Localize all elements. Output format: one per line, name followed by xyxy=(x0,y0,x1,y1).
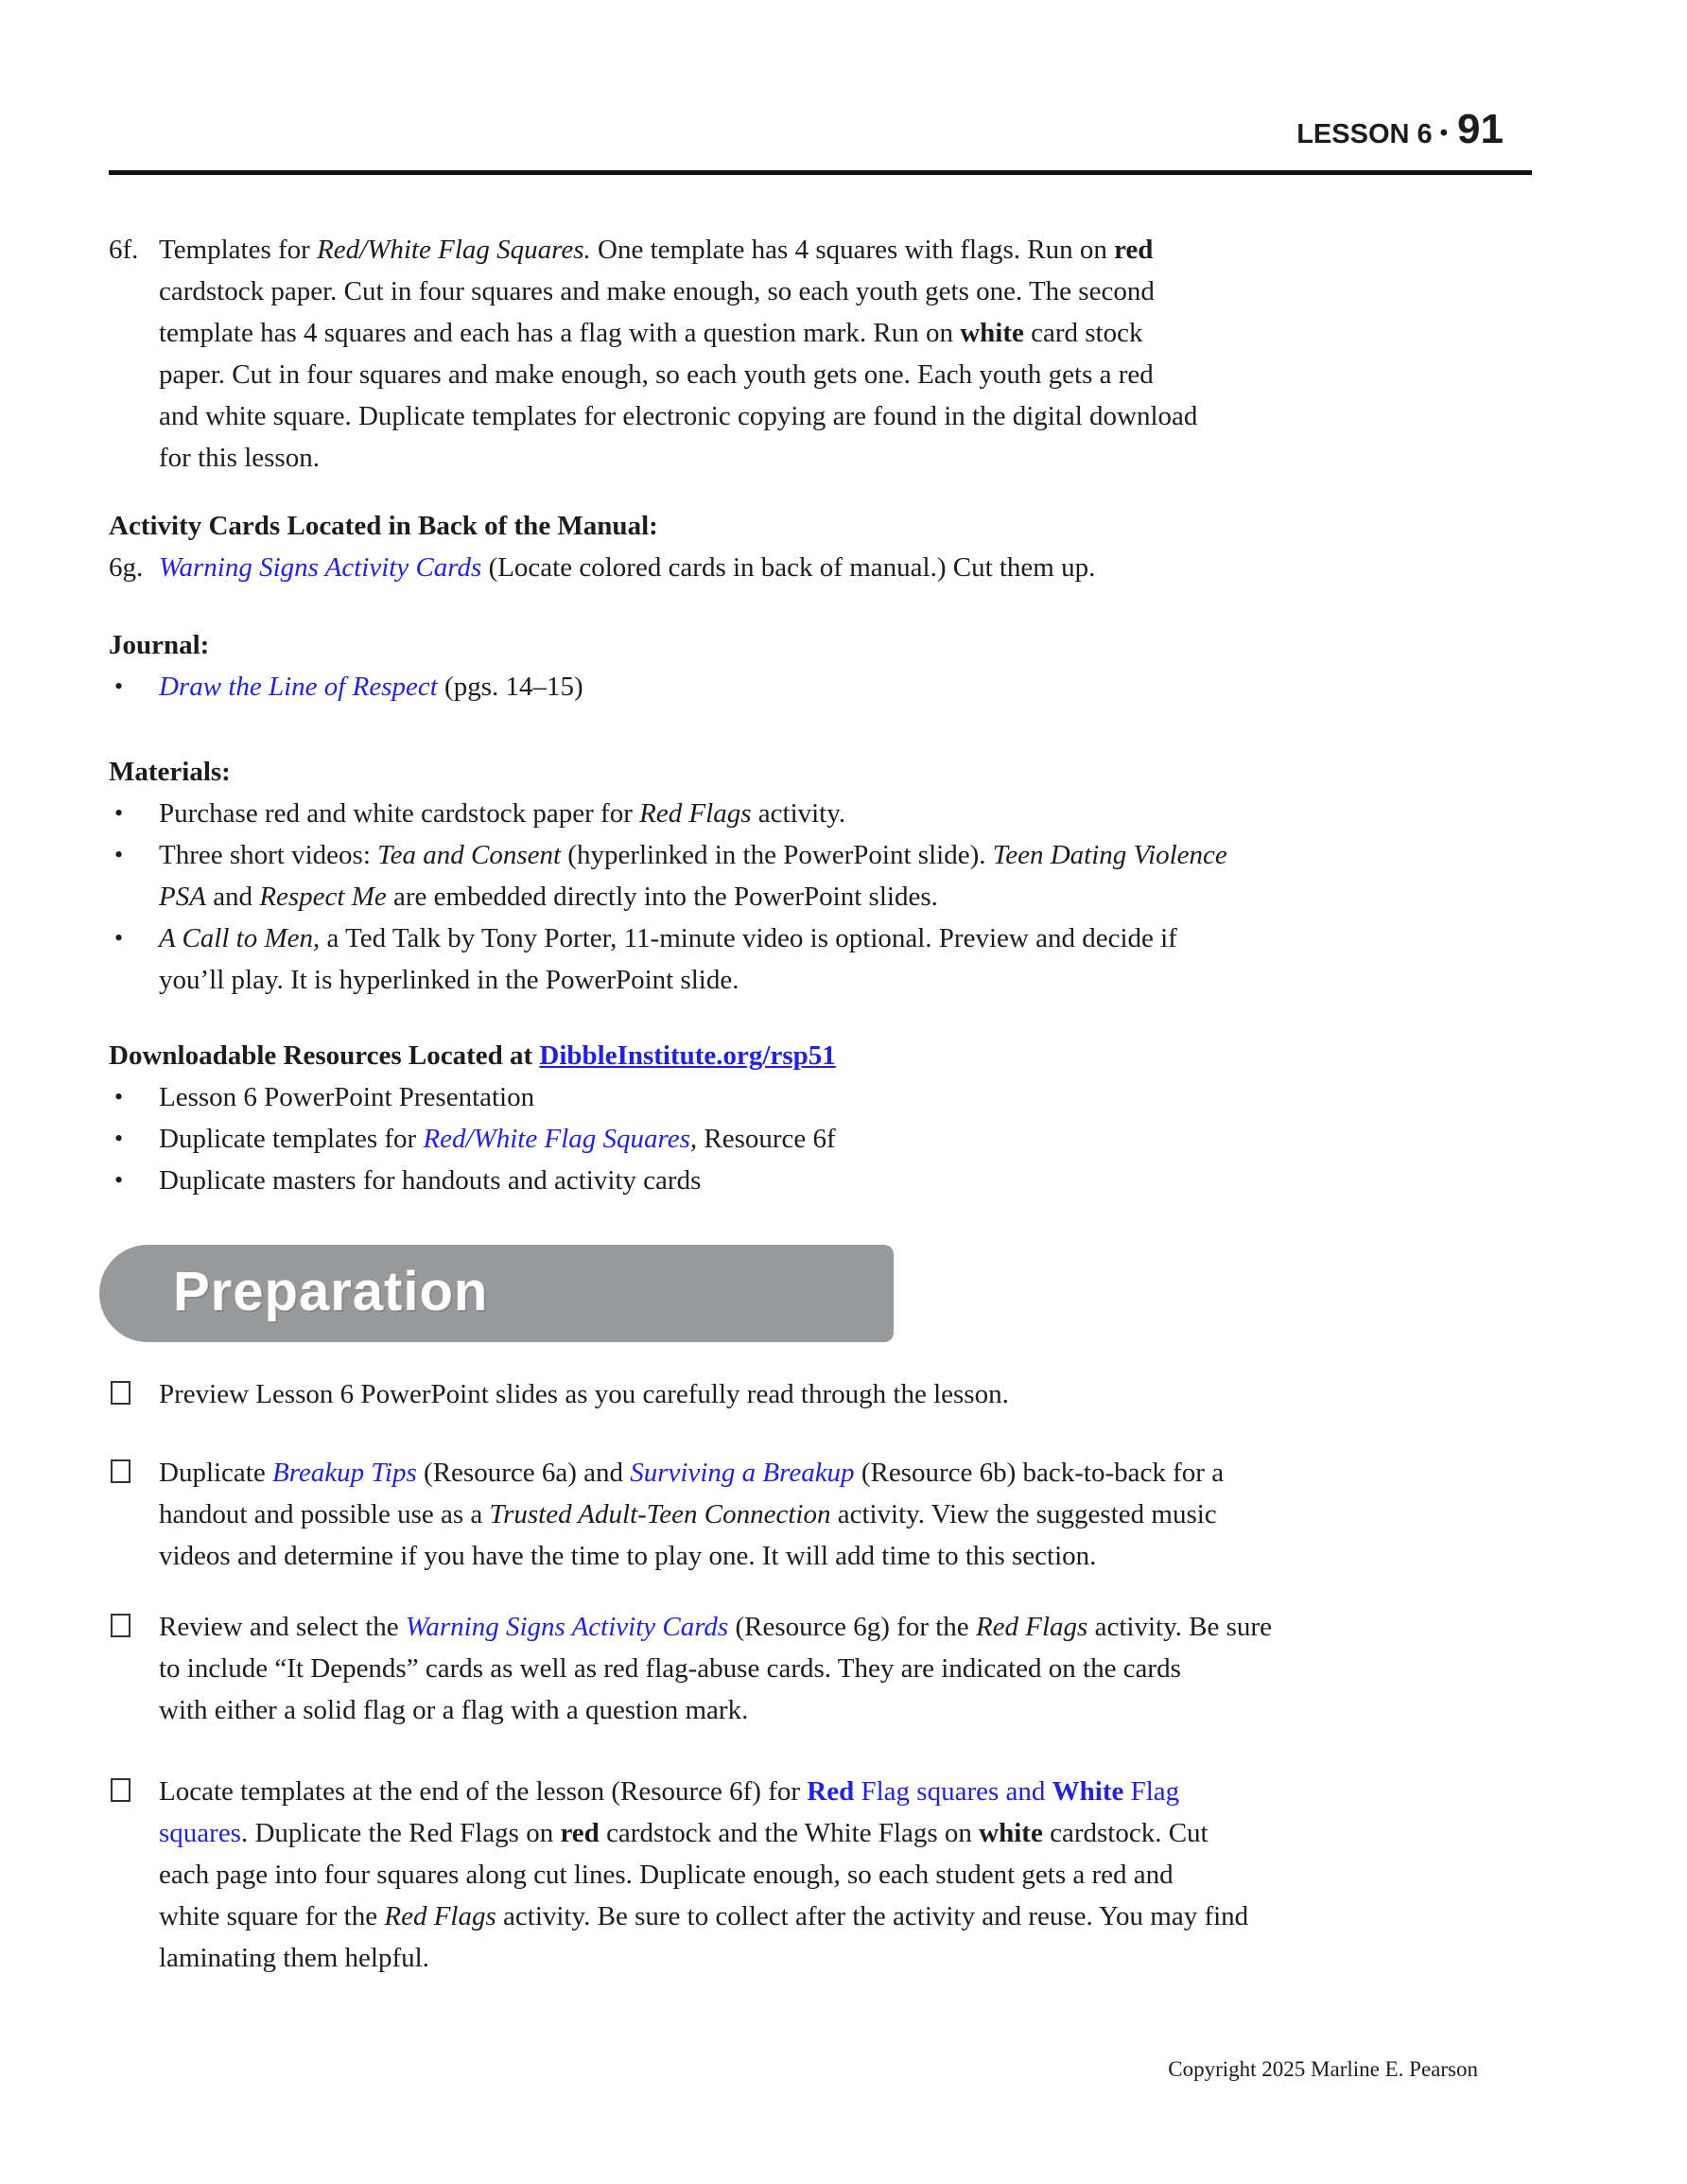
link-text[interactable]: Draw the Line of Respect xyxy=(159,672,438,702)
text-segment: Red Flags xyxy=(639,798,752,829)
link-text[interactable]: Flag xyxy=(1123,1776,1180,1807)
checkbox-icon[interactable] xyxy=(111,1614,130,1637)
materials-bullet-text xyxy=(159,834,1570,917)
text-segment: red xyxy=(1114,235,1154,265)
checkbox-icon[interactable] xyxy=(111,1778,130,1802)
text-segment: cardstock and the White Flags on xyxy=(599,1818,980,1848)
text-segment: activity. Be sure xyxy=(1087,1612,1272,1642)
page-number: 91 xyxy=(1457,106,1504,152)
text-segment: card stock xyxy=(1023,318,1143,348)
link-text[interactable]: Flag squares and xyxy=(854,1776,1052,1807)
text-segment: (Resource 6g) for the xyxy=(728,1612,976,1642)
link-text[interactable]: Breakup Tips xyxy=(271,1458,417,1488)
downloads-bullet-text xyxy=(159,1076,1570,1118)
section-heading-materials: Materials: xyxy=(109,757,231,787)
item-label-6f: 6f. xyxy=(109,235,139,265)
text-segment: One template has 4 squares with flags. Run on xyxy=(590,235,1115,265)
downloads-bullet-text xyxy=(159,1160,1570,1201)
downloads-list xyxy=(109,1076,1570,1201)
checkbox-icon[interactable] xyxy=(111,1381,130,1405)
text-segment: laminating them helpful. xyxy=(159,1943,429,1973)
separator-dot-icon: • xyxy=(1439,120,1449,146)
link-text[interactable]: squares xyxy=(159,1818,241,1848)
checkbox-icon[interactable] xyxy=(111,1459,130,1483)
text-segment: to include “It Depends” cards as well as red flag-abuse cards. They are indicated on the cards xyxy=(159,1653,1181,1684)
section-title-preparation: Preparation xyxy=(173,1261,489,1322)
text-segment: Purchase red and white cardstock paper for xyxy=(159,798,640,829)
link-text[interactable]: Warning Signs Activity Cards xyxy=(159,552,482,583)
text-segment: Duplicate xyxy=(159,1458,272,1488)
materials-bullet-text xyxy=(159,917,1570,1001)
downloads-bullet-item xyxy=(109,1160,1570,1201)
link-text[interactable]: White xyxy=(1052,1776,1124,1807)
checklist-item xyxy=(109,1606,1570,1731)
text-segment: Red Flags xyxy=(384,1901,496,1931)
text-segment: , Resource 6f xyxy=(689,1124,836,1154)
text-segment: paper. Cut in four squares and make enough, so each youth gets one. Each youth gets a red xyxy=(159,359,1154,390)
checklist-item-text xyxy=(159,1606,1570,1731)
text-segment: activity. Be sure to collect after the activity and reuse. You may find xyxy=(496,1901,1249,1931)
materials-list xyxy=(109,793,1570,1001)
text-segment: Duplicate templates for xyxy=(159,1124,424,1154)
text-segment: (pgs. 14–15) xyxy=(437,672,583,702)
text-segment: handout and possible use as a xyxy=(159,1499,490,1529)
checklist-item-text xyxy=(159,1373,1570,1415)
materials-bullet-item xyxy=(109,793,1570,834)
text-segment: Respect Me xyxy=(259,882,387,912)
text-segment: Three short videos: xyxy=(159,840,378,870)
text-segment: and white square. Duplicate templates for electronic copying are found in the digital download xyxy=(159,401,1198,431)
text-segment: (hyperlinked in the PowerPoint slide). xyxy=(561,840,993,870)
text-segment: with either a solid flag or a flag with a question mark. xyxy=(159,1695,749,1725)
paragraph-6g-text xyxy=(159,547,1570,588)
text-segment: Preview Lesson 6 PowerPoint slides as you carefully read through the lesson. xyxy=(159,1379,1009,1409)
text-segment: for this lesson. xyxy=(159,443,320,473)
materials-bullet-item xyxy=(109,834,1570,917)
text-segment: Templates for xyxy=(159,235,318,265)
text-segment: activity. View the suggested music xyxy=(830,1499,1217,1529)
link-text[interactable]: Red/White Flag Squares xyxy=(423,1124,690,1154)
text-segment: white square for the xyxy=(159,1901,385,1931)
text-segment: Trusted Adult-Teen Connection xyxy=(489,1499,831,1529)
text-segment: cardstock. Cut xyxy=(1042,1818,1209,1848)
text-segment: each page into four squares along cut lines. Duplicate enough, so each student gets a red and xyxy=(159,1860,1174,1890)
preparation-banner xyxy=(99,1245,894,1342)
text-segment: (Resource 6a) and xyxy=(416,1458,631,1488)
checklist-item xyxy=(109,1452,1570,1577)
text-segment: activity. xyxy=(751,798,846,829)
checklist-item xyxy=(109,1373,1570,1415)
text-segment: PSA xyxy=(159,882,206,912)
copyright-notice: Copyright 2025 Marline E. Pearson xyxy=(1168,2057,1478,2081)
text-segment: red xyxy=(560,1818,600,1848)
downloads-bullet-item xyxy=(109,1076,1570,1118)
text-segment: Red/White Flag Squares. xyxy=(317,235,591,265)
text-segment: Downloadable Resources Located at xyxy=(109,1040,540,1071)
checklist-item-text xyxy=(159,1452,1570,1577)
header-rule xyxy=(109,170,1532,175)
page-header xyxy=(109,106,1504,158)
downloads-bullet-text xyxy=(159,1118,1570,1160)
paragraph-6f-text xyxy=(159,229,1570,479)
text-segment: Review and select the xyxy=(159,1612,406,1642)
bullet-icon: • xyxy=(114,841,124,868)
bullet-icon: • xyxy=(114,673,124,700)
text-segment: white xyxy=(979,1818,1043,1848)
journal-bullet-text xyxy=(159,666,1570,708)
text-segment: videos and determine if you have the time to play one. It will add time to this section. xyxy=(159,1541,1097,1571)
bullet-icon: • xyxy=(114,1125,124,1152)
lesson-label: LESSON 6 xyxy=(1296,119,1433,149)
checklist-item-text xyxy=(159,1771,1570,1979)
item-label-6g: 6g. xyxy=(109,552,144,583)
section-heading-journal: Journal: xyxy=(109,630,210,660)
text-segment: (Resource 6b) back-to-back for a xyxy=(854,1458,1225,1488)
text-segment: Locate templates at the end of the lesson (Resource 6f) for xyxy=(159,1776,808,1807)
paragraph-6g xyxy=(109,547,1570,588)
bullet-icon: • xyxy=(114,1166,124,1194)
link-text[interactable]: Warning Signs Activity Cards xyxy=(405,1612,729,1642)
text-segment: Teen Dating Violence xyxy=(992,840,1227,870)
text-segment: , a Ted Talk by Tony Porter, 11-minute video is optional. Preview and decide if xyxy=(312,923,1177,953)
link-text[interactable]: DibbleInstitute.org/rsp51 xyxy=(539,1040,836,1071)
bullet-icon: • xyxy=(114,1083,124,1110)
downloads-bullet-item xyxy=(109,1118,1570,1160)
text-segment: A Call to Men xyxy=(159,923,313,953)
text-segment: (Locate colored cards in back of manual.) Cut them up. xyxy=(481,552,1096,583)
section-heading-activity-cards: Activity Cards Located in Back of the Manual: xyxy=(109,511,658,541)
bullet-icon: • xyxy=(114,924,124,952)
link-text[interactable]: Red xyxy=(807,1776,855,1807)
text-segment: template has 4 squares and each has a flag with a question mark. Run on xyxy=(159,318,961,348)
link-text[interactable]: Surviving a Breakup xyxy=(630,1458,855,1488)
text-segment: Duplicate masters for handouts and activity cards xyxy=(159,1165,702,1196)
text-segment: Lesson 6 PowerPoint Presentation xyxy=(159,1082,535,1112)
paragraph-6f xyxy=(109,229,1570,479)
text-segment: you’ll play. It is hyperlinked in the PowerPoint slide. xyxy=(159,965,739,995)
text-segment: Red Flags xyxy=(975,1612,1088,1642)
checklist-item xyxy=(109,1771,1570,1979)
text-segment: are embedded directly into the PowerPoint slides. xyxy=(386,882,938,912)
text-segment: white xyxy=(960,318,1024,348)
materials-bullet-item xyxy=(109,917,1570,1001)
bullet-icon: • xyxy=(114,799,124,827)
materials-bullet-text xyxy=(159,793,1570,834)
text-segment: and xyxy=(205,882,260,912)
text-segment: Tea and Consent xyxy=(377,840,562,870)
journal-bullet-item xyxy=(109,666,1570,708)
section-heading-downloads xyxy=(109,1035,1570,1076)
text-segment: . Duplicate the Red Flags on xyxy=(240,1818,561,1848)
text-segment: cardstock paper. Cut in four squares and make enough, so each youth gets one. The second xyxy=(159,276,1155,306)
